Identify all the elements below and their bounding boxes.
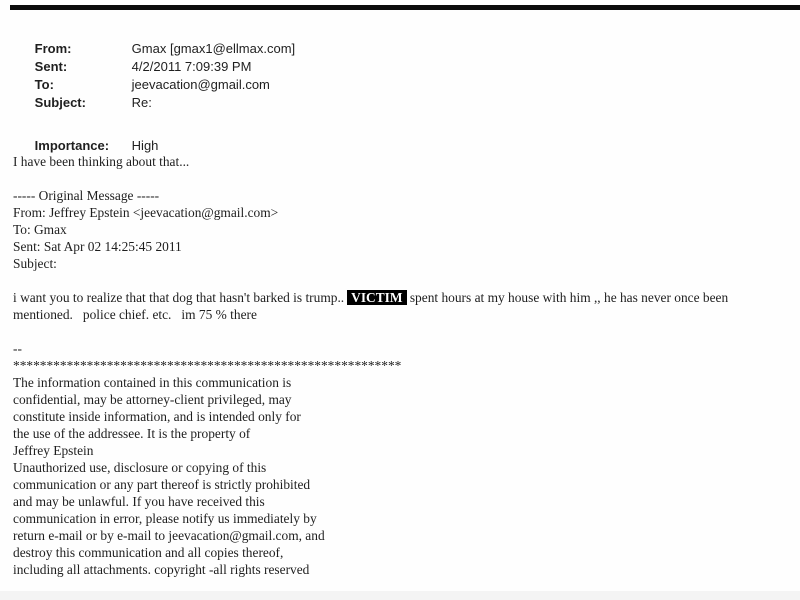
disclaimer-line: destroy this communication and all copies thereof, (13, 545, 284, 560)
top-divider-rule (10, 5, 800, 10)
message-text-before-redaction: i want you to realize that that dog that hasn't barked is trump.. (13, 290, 345, 305)
redaction-box-victim: VICTIM (347, 290, 406, 305)
email-header-block (13, 22, 296, 153)
original-message-separator: ----- Original Message ----- (13, 188, 160, 203)
body-intro-line: I have been thinking about that... (13, 154, 190, 169)
disclaimer-line: communication in error, please notify us immediately by (13, 511, 317, 526)
disclaimer-line: return e-mail or by e-mail to jeevacation@gmail.com, and (13, 528, 325, 543)
blank-line (13, 272, 800, 289)
sent-label: Sent: (34, 59, 68, 74)
disclaimer-line: Unauthorized use, disclosure or copying of this (13, 460, 267, 475)
original-sent-line: Sent: Sat Apr 02 14:25:45 2011 (13, 239, 182, 254)
importance-label: Importance: (34, 138, 110, 153)
signature-dashes: -- (13, 341, 22, 356)
disclaimer-line: communication or any part thereof is strictly prohibited (13, 477, 311, 492)
sent-value: 4/2/2011 7:09:39 PM (131, 59, 252, 74)
disclaimer-line: confidential, may be attorney-client privileged, may (13, 392, 292, 407)
email-body (13, 153, 800, 578)
original-from-line: From: Jeffrey Epstein <jeevacation@gmail.com> (13, 205, 279, 220)
disclaimer-line: The information contained in this communication is (13, 375, 292, 390)
to-value: jeevacation@gmail.com (131, 77, 270, 92)
subject-label: Subject: (34, 95, 86, 110)
from-value: Gmax [gmax1@ellmax.com] (131, 41, 296, 56)
message-line-2: mentioned. police chief. etc. im 75 % there (13, 307, 257, 322)
disclaimer-line: including all attachments. copyright -all rights reserved (13, 562, 310, 577)
scan-artifact-band (0, 591, 800, 600)
header-row-importance (13, 119, 295, 153)
importance-value: High (131, 138, 159, 153)
subject-value: Re: (131, 95, 152, 110)
disclaimer-line: the use of the addressee. It is the property of (13, 426, 251, 441)
disclaimer-line: Jeffrey Epstein (13, 443, 94, 458)
message-text-after-redaction: spent hours at my house with him ,, he has never once been (406, 290, 729, 305)
blank-line (13, 170, 800, 187)
disclaimer-line: and may be unlawful. If you have received this (13, 494, 265, 509)
from-label: From: (34, 41, 72, 56)
asterisk-divider: ********************************************************** (13, 358, 402, 373)
disclaimer-line: constitute inside information, and is intended only for (13, 409, 301, 424)
original-subject-line: Subject: (13, 256, 57, 271)
message-line-1 (13, 289, 800, 306)
blank-line (13, 323, 800, 340)
original-to-line: To: Gmax (13, 222, 67, 237)
to-label: To: (34, 77, 54, 92)
header-row-from (13, 22, 296, 56)
